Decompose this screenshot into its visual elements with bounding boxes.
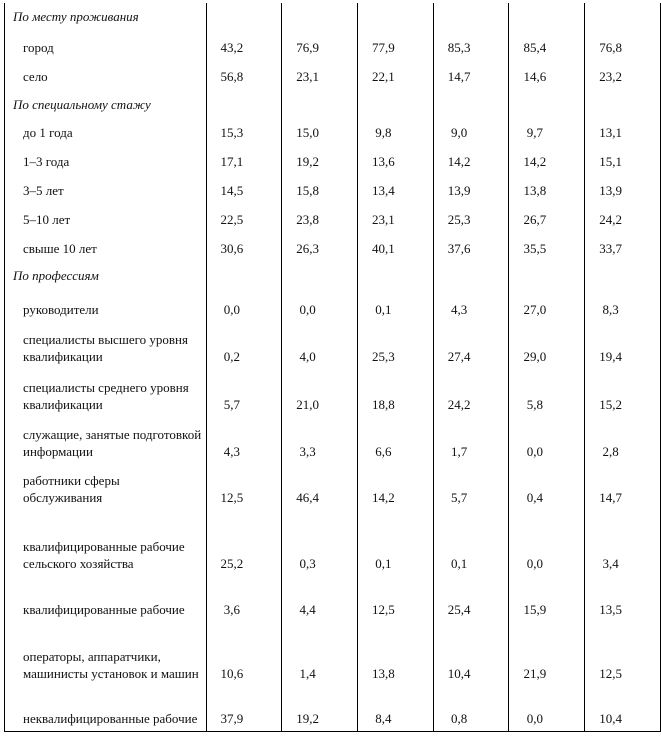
- data-table: [4, 3, 661, 732]
- cell-value: 14,2: [509, 145, 585, 174]
- row-label: неквалифицированные рабочие: [5, 686, 207, 731]
- row-label: квалифицированные рабочие сельского хозяйства: [5, 510, 207, 576]
- cell-value: 23,8: [282, 203, 358, 232]
- cell-value: 46,4: [282, 464, 358, 510]
- table-row: [5, 417, 661, 464]
- cell-value: 0,1: [357, 510, 433, 576]
- cell-value: 0,2: [206, 322, 282, 369]
- cell-value: 19,2: [282, 145, 358, 174]
- cell-value: 14,2: [433, 145, 509, 174]
- cell-value: 3,6: [206, 576, 282, 622]
- cell-value: 21,9: [509, 622, 585, 686]
- cell-value: 14,7: [585, 464, 661, 510]
- table-row: [5, 622, 661, 686]
- cell-value: 0,0: [509, 686, 585, 731]
- cell-value: 0,0: [509, 510, 585, 576]
- cell-value: 5,8: [509, 369, 585, 417]
- cell-value: 0,0: [206, 287, 282, 322]
- cell-value: 21,0: [282, 369, 358, 417]
- cell-value: 10,4: [585, 686, 661, 731]
- cell-value: 27,4: [433, 322, 509, 369]
- cell-value: 77,9: [357, 28, 433, 60]
- cell-value: 9,8: [357, 116, 433, 145]
- cell-value: 13,8: [357, 622, 433, 686]
- section-header-row: [5, 261, 661, 287]
- cell-value: 13,6: [357, 145, 433, 174]
- row-label: 5–10 лет: [5, 203, 207, 232]
- cell-value: 17,1: [206, 145, 282, 174]
- cell-value: 24,2: [433, 369, 509, 417]
- row-label: служащие, занятые подготовкой информации: [5, 417, 207, 464]
- cell-value: 8,4: [357, 686, 433, 731]
- cell-value: 26,3: [282, 232, 358, 261]
- row-label: 1–3 года: [5, 145, 207, 174]
- cell-value: 23,2: [585, 60, 661, 89]
- cell-value: 0,8: [433, 686, 509, 731]
- cell-value: 37,6: [433, 232, 509, 261]
- cell-value: 0,0: [282, 287, 358, 322]
- cell-value: 0,0: [509, 417, 585, 464]
- table-row: [5, 576, 661, 622]
- section-title: По специальному стажу: [5, 89, 207, 116]
- cell-value: 0,1: [433, 510, 509, 576]
- cell-value: 14,7: [433, 60, 509, 89]
- table-row: [5, 203, 661, 232]
- section-title: По профессиям: [5, 261, 207, 287]
- cell-value: 14,2: [357, 464, 433, 510]
- cell-value: 4,3: [433, 287, 509, 322]
- section-title: По месту проживания: [5, 3, 207, 28]
- cell-value: 9,7: [509, 116, 585, 145]
- table-row: [5, 116, 661, 145]
- cell-value: 8,3: [585, 287, 661, 322]
- table-row: [5, 287, 661, 322]
- cell-value: 13,9: [433, 174, 509, 203]
- cell-value: 40,1: [357, 232, 433, 261]
- cell-value: 29,0: [509, 322, 585, 369]
- cell-value: 10,6: [206, 622, 282, 686]
- cell-value: 3,4: [585, 510, 661, 576]
- cell-value: 25,3: [357, 322, 433, 369]
- cell-value: 23,1: [357, 203, 433, 232]
- cell-value: 14,5: [206, 174, 282, 203]
- cell-value: 14,6: [509, 60, 585, 89]
- table-row: [5, 686, 661, 731]
- cell-value: 27,0: [509, 287, 585, 322]
- row-label: 3–5 лет: [5, 174, 207, 203]
- section-header-row: [5, 89, 661, 116]
- cell-value: 19,2: [282, 686, 358, 731]
- row-label: город: [5, 28, 207, 60]
- cell-value: 12,5: [206, 464, 282, 510]
- cell-value: 15,2: [585, 369, 661, 417]
- row-label: работники сферы обслуживания: [5, 464, 207, 510]
- cell-value: 4,4: [282, 576, 358, 622]
- cell-value: 12,5: [585, 622, 661, 686]
- cell-value: 15,1: [585, 145, 661, 174]
- row-label: до 1 года: [5, 116, 207, 145]
- cell-value: 0,3: [282, 510, 358, 576]
- cell-value: 13,4: [357, 174, 433, 203]
- cell-value: 18,8: [357, 369, 433, 417]
- cell-value: 15,8: [282, 174, 358, 203]
- row-label: свыше 10 лет: [5, 232, 207, 261]
- cell-value: 37,9: [206, 686, 282, 731]
- cell-value: 15,0: [282, 116, 358, 145]
- cell-value: 76,9: [282, 28, 358, 60]
- cell-value: 22,1: [357, 60, 433, 89]
- cell-value: 25,3: [433, 203, 509, 232]
- table-row: [5, 60, 661, 89]
- table-body: [5, 3, 661, 731]
- cell-value: 24,2: [585, 203, 661, 232]
- row-label: квалифицированные рабочие: [5, 576, 207, 622]
- table-row: [5, 464, 661, 510]
- table-row: [5, 174, 661, 203]
- cell-value: 3,3: [282, 417, 358, 464]
- row-label: специалисты высшего уровня квалификации: [5, 322, 207, 369]
- table-row: [5, 322, 661, 369]
- cell-value: 35,5: [509, 232, 585, 261]
- cell-value: 19,4: [585, 322, 661, 369]
- cell-value: 1,4: [282, 622, 358, 686]
- cell-value: 25,4: [433, 576, 509, 622]
- row-label: специалисты среднего уровня квалификации: [5, 369, 207, 417]
- cell-value: 15,3: [206, 116, 282, 145]
- cell-value: 25,2: [206, 510, 282, 576]
- table-row: [5, 369, 661, 417]
- cell-value: 56,8: [206, 60, 282, 89]
- cell-value: 85,3: [433, 28, 509, 60]
- cell-value: 13,9: [585, 174, 661, 203]
- cell-value: 6,6: [357, 417, 433, 464]
- cell-value: 22,5: [206, 203, 282, 232]
- cell-value: 9,0: [433, 116, 509, 145]
- table-row: [5, 28, 661, 60]
- cell-value: 26,7: [509, 203, 585, 232]
- table-row: [5, 510, 661, 576]
- cell-value: 13,5: [585, 576, 661, 622]
- cell-value: 0,4: [509, 464, 585, 510]
- row-label: руководители: [5, 287, 207, 322]
- cell-value: 10,4: [433, 622, 509, 686]
- cell-value: 85,4: [509, 28, 585, 60]
- cell-value: 33,7: [585, 232, 661, 261]
- cell-value: 0,1: [357, 287, 433, 322]
- cell-value: 2,8: [585, 417, 661, 464]
- cell-value: 4,3: [206, 417, 282, 464]
- cell-value: 76,8: [585, 28, 661, 60]
- section-header-row: [5, 3, 661, 28]
- table-row: [5, 145, 661, 174]
- cell-value: 4,0: [282, 322, 358, 369]
- cell-value: 13,1: [585, 116, 661, 145]
- cell-value: 1,7: [433, 417, 509, 464]
- row-label: операторы, аппаратчики, машинисты установок и машин: [5, 622, 207, 686]
- row-label: село: [5, 60, 207, 89]
- cell-value: 5,7: [433, 464, 509, 510]
- cell-value: 43,2: [206, 28, 282, 60]
- cell-value: 30,6: [206, 232, 282, 261]
- cell-value: 15,9: [509, 576, 585, 622]
- cell-value: 12,5: [357, 576, 433, 622]
- cell-value: 23,1: [282, 60, 358, 89]
- cell-value: 13,8: [509, 174, 585, 203]
- table-row: [5, 232, 661, 261]
- cell-value: 5,7: [206, 369, 282, 417]
